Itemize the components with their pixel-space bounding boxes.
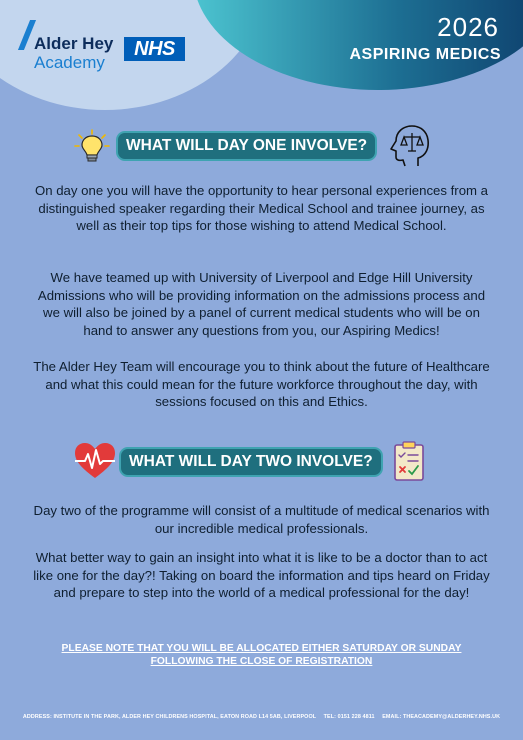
day-two-paragraph-2: What better way to gain an insight into what it is like to be a doctor than to act like one for the day?! Taking on board the information and tips heard on Friday and prepare to step into the world of a medical professional for the day! (33, 550, 490, 600)
day-one-heading: WHAT WILL DAY ONE INVOLVE? (118, 133, 375, 159)
footer-address: ADDRESS: INSTITUTE IN THE PARK, ALDER HEY CHILDRENS HOSPITAL, EATON ROAD L14 5AB, LIVERPOOL (22, 714, 317, 720)
lightbulb-icon (74, 129, 110, 165)
header (0, 0, 523, 110)
day-two-paragraph-1: Day two of the programme will consist of a multitude of medical scenarios with our incredible medical professionals. (33, 503, 490, 536)
footer (0, 714, 523, 720)
day-one-paragraph-2: We have teamed up with University of Liverpool and Edge Hill University Admissions who will be providing information on the admissions process and we will also be joined by a panel of current medical students who will be on hand to answer any questions from you, our Aspiring Medics! (37, 270, 486, 338)
nhs-logo: NHS (124, 37, 185, 61)
day-one-paragraph-1: On day one you will have the opportunity to hear personal experiences from a distinguished speaker regarding their Medical School and trainee journey, as well as their top tips for those wishing to attend Medical School. (34, 183, 489, 233)
allocation-note: PLEASE NOTE THAT YOU WILL BE ALLOCATED EITHER SATURDAY OR SUNDAY FOLLOWING THE CLOSE OF REGISTRATION (61, 643, 462, 667)
heartbeat-icon (73, 442, 117, 480)
year-title: 2026 (437, 12, 499, 42)
clipboard-icon (392, 441, 426, 481)
head-scales-icon (388, 124, 438, 168)
logo-name: Alder Hey (34, 34, 114, 53)
day-one-paragraph-3: The Alder Hey Team will encourage you to think about the future of Healthcare and what this could mean for the future workforce throughout the day, with sessions focused on this and Ethics. (33, 359, 490, 409)
logo-academy: Academy (34, 53, 105, 72)
programme-title: ASPIRING MEDICS (349, 46, 501, 63)
footer-email[interactable]: EMAIL: THEACADEMY@ALDERHEY.NHS.UK (382, 714, 501, 720)
footer-phone[interactable]: TEL: 0151 228 4811 (323, 714, 375, 720)
day-two-heading: WHAT WILL DAY TWO INVOLVE? (121, 449, 381, 475)
